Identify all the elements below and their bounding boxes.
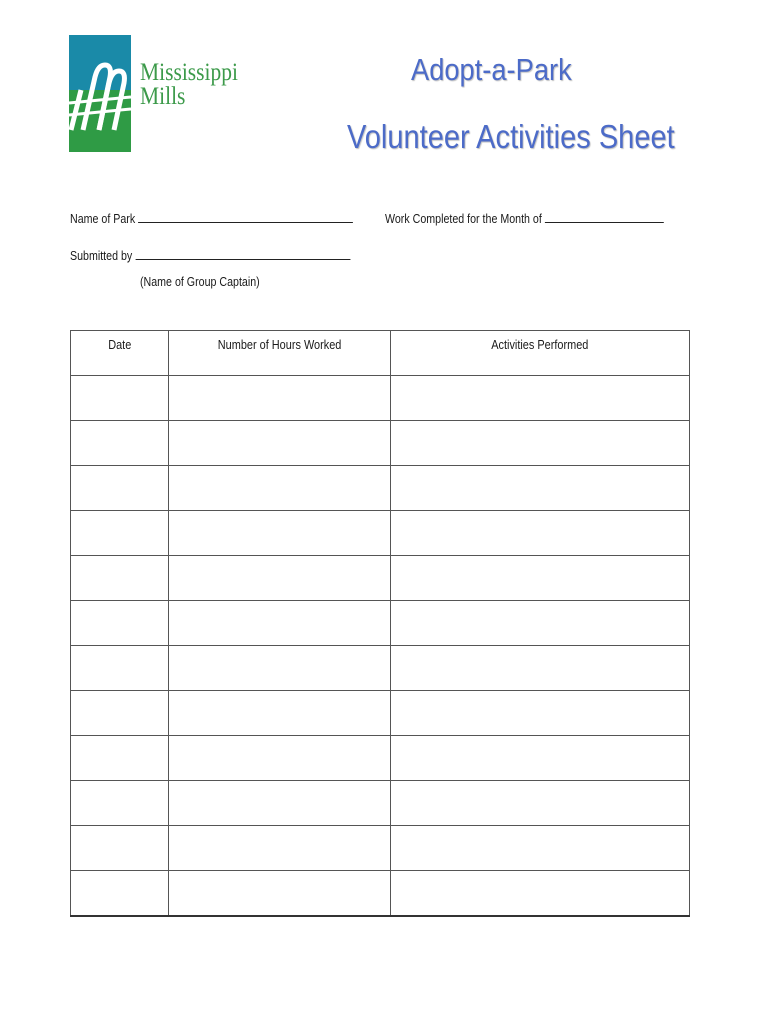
page-subtitle: Volunteer Activities Sheet [347, 118, 675, 155]
park-name-label: Name of Park [70, 211, 136, 226]
date-cell[interactable] [71, 601, 169, 646]
date-cell[interactable] [71, 376, 169, 421]
hours-cell[interactable] [169, 736, 391, 781]
submitted-by-label: Submitted by [70, 248, 133, 263]
hours-cell[interactable] [169, 556, 391, 601]
hours-cell[interactable] [169, 691, 391, 736]
date-cell[interactable] [71, 466, 169, 511]
activities-cell[interactable] [391, 646, 690, 691]
logo-mark-icon [69, 35, 131, 152]
date-cell[interactable] [71, 736, 169, 781]
activities-table [70, 330, 690, 917]
hours-cell[interactable] [169, 511, 391, 556]
hours-cell[interactable] [169, 826, 391, 871]
activities-cell[interactable] [391, 691, 690, 736]
logo-line-1: Mississippi [140, 59, 238, 86]
hours-cell[interactable] [169, 466, 391, 511]
hours-cell[interactable] [169, 376, 391, 421]
activities-cell[interactable] [391, 826, 690, 871]
page-title: Adopt-a-Park [411, 52, 572, 87]
table-row [71, 376, 690, 421]
header-date: Date [71, 331, 169, 376]
month-field [385, 211, 664, 226]
date-cell[interactable] [71, 556, 169, 601]
header-hours: Number of Hours Worked [169, 331, 391, 376]
activities-cell[interactable] [391, 556, 690, 601]
header-activities: Activities Performed [391, 331, 690, 376]
activities-cell[interactable] [391, 601, 690, 646]
table-body [71, 376, 690, 917]
activities-cell[interactable] [391, 421, 690, 466]
table-row [71, 511, 690, 556]
table-row [71, 556, 690, 601]
park-name-blank[interactable] [138, 211, 353, 223]
activities-cell[interactable] [391, 466, 690, 511]
date-cell[interactable] [71, 691, 169, 736]
captain-note: (Name of Group Captain) [140, 274, 260, 289]
activities-cell[interactable] [391, 376, 690, 421]
table-row [71, 691, 690, 736]
hours-cell[interactable] [169, 601, 391, 646]
table-header-row [71, 331, 690, 376]
submitted-by-blank[interactable] [135, 248, 350, 260]
activities-cell[interactable] [391, 871, 690, 917]
table-row [71, 466, 690, 511]
hours-cell[interactable] [169, 871, 391, 917]
date-cell[interactable] [71, 646, 169, 691]
date-cell[interactable] [71, 511, 169, 556]
park-name-field [70, 211, 353, 226]
month-blank[interactable] [545, 211, 664, 223]
table-row [71, 871, 690, 917]
logo-line-2: Mills [140, 83, 186, 110]
date-cell[interactable] [71, 826, 169, 871]
activities-cell[interactable] [391, 511, 690, 556]
month-label: Work Completed for the Month of [385, 211, 542, 226]
mississippi-mills-logo [69, 35, 239, 153]
activities-cell[interactable] [391, 736, 690, 781]
hours-cell[interactable] [169, 646, 391, 691]
table-row [71, 736, 690, 781]
hours-cell[interactable] [169, 781, 391, 826]
table-row [71, 646, 690, 691]
table-row [71, 781, 690, 826]
activities-cell[interactable] [391, 781, 690, 826]
table-row [71, 421, 690, 466]
date-cell[interactable] [71, 421, 169, 466]
table-row [71, 826, 690, 871]
date-cell[interactable] [71, 871, 169, 917]
logo-text [140, 61, 238, 109]
submitted-by-field [70, 248, 350, 263]
hours-cell[interactable] [169, 421, 391, 466]
date-cell[interactable] [71, 781, 169, 826]
table-row [71, 601, 690, 646]
